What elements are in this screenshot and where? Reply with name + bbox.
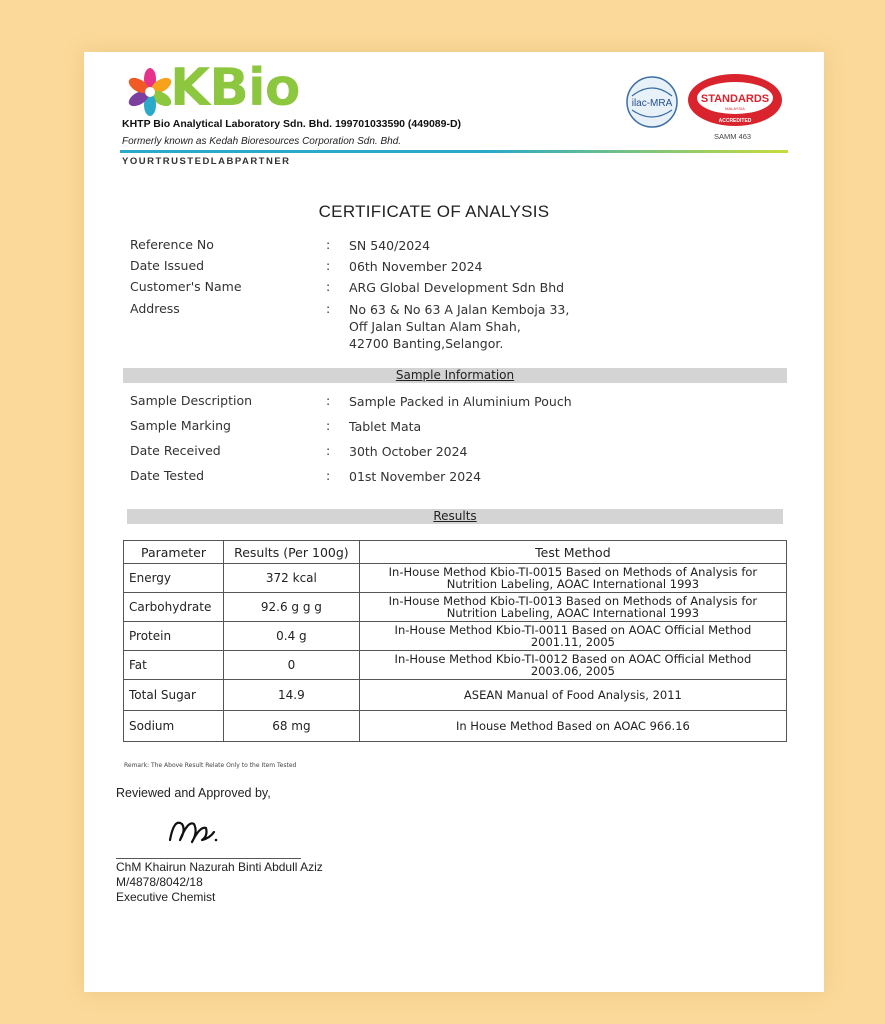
parameter-cell: Fat xyxy=(124,651,224,680)
standards-malaysia-logo-icon xyxy=(686,72,784,128)
customer-name-value: ARG Global Development Sdn Bhd xyxy=(349,280,565,295)
method-line: In-House Method Kbio-TI-0013 Based on Methods of Analysis for xyxy=(388,594,758,608)
parameter-cell: Carbohydrate xyxy=(124,593,224,622)
date-tested-value: 01st November 2024 xyxy=(349,469,482,484)
signer-id: M/4878/8042/18 xyxy=(116,875,203,889)
date-tested-label: Date Tested xyxy=(130,468,205,483)
table-row xyxy=(124,680,787,711)
signer-title: Executive Chemist xyxy=(116,890,216,904)
sample-marking-value: Tablet Mata xyxy=(349,419,422,434)
samm-number: SAMM 463 xyxy=(714,132,752,141)
logo-wordmark: KBio xyxy=(170,58,300,118)
address-line-2: Off Jalan Sultan Alam Shah, xyxy=(349,319,521,334)
parameter-cell: Total Sugar xyxy=(124,680,224,711)
reference-no-value: SN 540/2024 xyxy=(349,238,431,253)
accredited-text: ACCREDITED xyxy=(718,118,752,124)
result-cell: 92.6 g g g xyxy=(223,593,359,622)
table-header-row xyxy=(124,541,787,564)
header-divider xyxy=(120,150,788,153)
table-row xyxy=(124,711,787,742)
colon: : xyxy=(326,393,331,408)
table-row xyxy=(124,593,787,622)
flower-logo-icon xyxy=(124,66,176,118)
remark-note: Remark: The Above Result Relate Only to the Item Tested xyxy=(124,762,297,769)
result-cell: 68 mg xyxy=(223,711,359,742)
colon: : xyxy=(326,279,331,294)
signature-icon xyxy=(164,810,224,850)
address-line-3: 42700 Banting,Selangor. xyxy=(349,336,504,351)
sample-marking-label: Sample Marking xyxy=(130,418,231,433)
signer-name: ChM Khairun Nazurah Binti Abdull Aziz xyxy=(116,860,323,874)
result-cell: 0.4 g xyxy=(223,622,359,651)
date-received-label: Date Received xyxy=(130,443,221,458)
method-cell xyxy=(359,711,786,742)
ilac-mra-logo-icon xyxy=(624,74,680,130)
results-table xyxy=(123,540,787,742)
signature-line xyxy=(116,858,301,859)
ilac-text: ilac-MRA xyxy=(631,98,673,109)
colon: : xyxy=(326,301,331,316)
test-method-header: Test Method xyxy=(359,541,786,564)
tagline: YOURTRUSTEDLABPARTNER xyxy=(122,156,291,167)
address-line-1: No 63 & No 63 A Jalan Kemboja 33, xyxy=(349,302,570,317)
method-line: Nutrition Labeling, AOAC International 1993 xyxy=(446,606,700,620)
method-cell xyxy=(359,622,786,651)
sample-information-header xyxy=(123,368,787,383)
method-line: In-House Method Kbio-TI-0012 Based on AOAC Official Method xyxy=(394,652,752,666)
method-line: 2003.06, 2005 xyxy=(530,664,615,678)
parameter-cell: Sodium xyxy=(124,711,224,742)
method-line: Nutrition Labeling, AOAC International 1993 xyxy=(446,577,700,591)
document-title: CERTIFICATE OF ANALYSIS xyxy=(318,202,550,221)
standards-text: STANDARDS xyxy=(700,93,770,105)
parameter-cell: Protein xyxy=(124,622,224,651)
method-cell xyxy=(359,564,786,593)
colon: : xyxy=(326,468,331,483)
certificate-page xyxy=(84,52,824,992)
result-cell: 0 xyxy=(223,651,359,680)
formerly-known-as: Formerly known as Kedah Bioresources Corporation Sdn. Bhd. xyxy=(122,136,402,147)
sample-description-value: Sample Packed in Aluminium Pouch xyxy=(349,394,572,409)
date-received-value: 30th October 2024 xyxy=(349,444,468,459)
reviewed-approved-text: Reviewed and Approved by, xyxy=(116,786,271,800)
results-header xyxy=(127,509,783,524)
date-issued-value: 06th November 2024 xyxy=(349,259,483,274)
date-issued-label: Date Issued xyxy=(130,258,205,273)
table-row xyxy=(124,564,787,593)
method-line: In-House Method Kbio-TI-0015 Based on Methods of Analysis for xyxy=(388,565,758,579)
sample-information-title: Sample Information xyxy=(395,368,515,382)
customer-name-label: Customer's Name xyxy=(130,279,242,294)
sample-description-label: Sample Description xyxy=(130,393,253,408)
table-row xyxy=(124,651,787,680)
colon: : xyxy=(326,418,331,433)
colon: : xyxy=(326,443,331,458)
result-cell: 14.9 xyxy=(223,680,359,711)
method-line: ASEAN Manual of Food Analysis, 2011 xyxy=(463,688,682,702)
parameter-cell: Energy xyxy=(124,564,224,593)
company-name: KHTP Bio Analytical Laboratory Sdn. Bhd. 199701033590 (449089-D) xyxy=(122,118,462,130)
method-cell xyxy=(359,651,786,680)
method-line: 2001.11, 2005 xyxy=(530,635,615,649)
method-line: In-House Method Kbio-TI-0011 Based on AOAC Official Method xyxy=(394,623,752,637)
reference-no-label: Reference No xyxy=(130,237,214,252)
results-header-cell: Results (Per 100g) xyxy=(223,541,359,564)
method-cell xyxy=(359,593,786,622)
parameter-header: Parameter xyxy=(124,541,224,564)
standards-sub-text: MALAYSIA xyxy=(725,106,745,111)
table-row xyxy=(124,622,787,651)
method-line: In House Method Based on AOAC 966.16 xyxy=(455,719,690,733)
result-cell: 372 kcal xyxy=(223,564,359,593)
colon: : xyxy=(326,258,331,273)
colon: : xyxy=(326,237,331,252)
address-label: Address xyxy=(130,301,180,316)
method-cell xyxy=(359,680,786,711)
results-title: Results xyxy=(433,509,477,523)
